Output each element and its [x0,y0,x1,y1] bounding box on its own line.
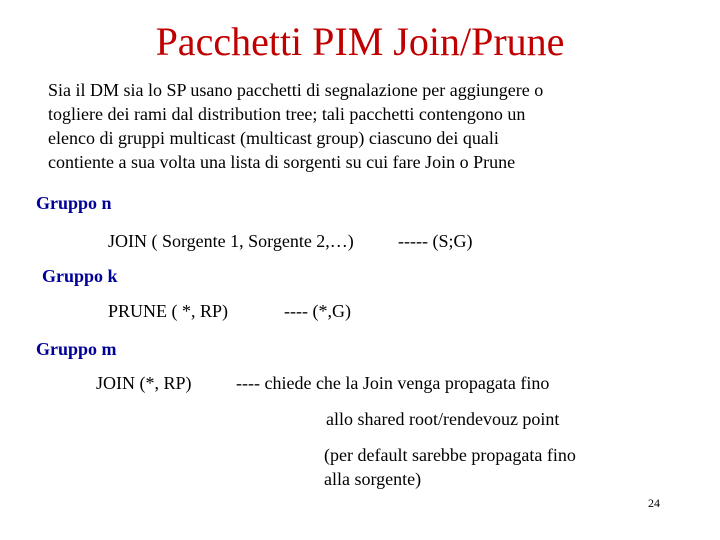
group-m-note-line: (per default sarebbe propagata fino [324,445,576,465]
group-k-action: PRUNE ( *, RP) [108,301,229,321]
group-m-note: ---- chiede che la Join venga propagata fino [236,373,550,393]
intro-line: Sia il DM sia lo SP usano pacchetti di segnalazione per aggiungere o [48,80,544,100]
group-m-action: JOIN (*, RP) [96,373,192,393]
intro-line: togliere dei rami dal distribution tree; tali pacchetti contengono un [48,104,526,124]
intro-line: elenco di gruppi multicast (multicast group) ciascuno dei quali [48,128,499,148]
group-label-k: Gruppo k [42,266,118,286]
group-m-note-line: allo shared root/rendevouz point [326,409,560,429]
intro-paragraph [48,78,688,174]
group-k-note: ---- (*,G) [284,301,351,321]
page-number: 24 [648,496,660,510]
group-label-m: Gruppo m [36,339,117,359]
group-label-n: Gruppo n [36,193,112,213]
slide-title: Pacchetti PIM Join/Prune [155,19,565,64]
group-n-action: JOIN ( Sorgente 1, Sorgente 2,…) [108,231,354,251]
group-m-note-line: alla sorgente) [324,469,422,489]
group-n-note: ----- (S;G) [398,231,473,251]
intro-line: contiente a sua volta una lista di sorgenti su cui fare Join o Prune [48,152,516,172]
